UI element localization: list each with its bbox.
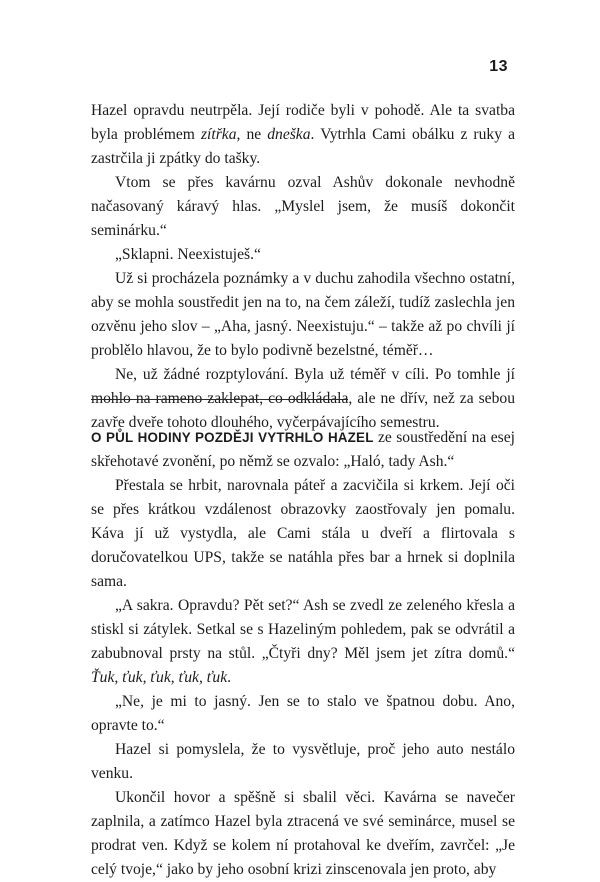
paragraph: Už si procházela poznámky a v duchu zahodila všechno ostatní, aby se mohla soustředit jen na to, na čem záleží, tudíž zaslechla jen ozvěnu jeho slov – „Aha, jasný. Neexistuju.“ – takže až po chvíli jí problělo hlavou, že to bylo podivně bezelstné, téměř… — [91, 270, 515, 359]
text-run: „A sakra. Opravdu? Pět set?“ Ash se zvedl ze zeleného křesla a stiskl si zátylek. Setkal se s Hazeliným pohledem, pak se odvrátil a zabubnoval prsty na stůl. „Čtyři dny? Měl jsem jet zítra domů.“ — [91, 597, 515, 662]
page-number: 13 — [489, 58, 508, 75]
paragraph: Přestala se hrbit, narovnala páteř a zacvičila si krkem. Její oči se přes krátkou vzdálenost obrazovky zaostřovaly jen pomalu. Káva jí už vystydla, ale Cami stála u dveří a flirtovala s doručovatelkou UPS, takže se natáhla přes bar a hrnek si doplnila sama. — [91, 477, 515, 590]
italic-text: Ťuk, ťuk, ťuk, ťuk, ťuk — [91, 669, 228, 686]
paragraph — [91, 594, 515, 690]
paragraph: Ukončil hovor a spěšně si sbalil věci. Kavárna se navečer zaplnila, a zatímco Hazel byla ztracená ve své seminárce, musel se prodrat ven. Když se kolem ní protahoval ke dveřím, zavrčel: „Je celý tvoje,“ jako by jeho osobní krizi zinscenovala jen proto, aby — [91, 789, 515, 878]
paragraph: „Sklapni. Neexistuješ.“ — [115, 246, 261, 263]
paragraph: Vtom se přes kavárnu ozval Ashův dokonale nevhodně načasovaný káravý hlas. „Myslel jsem, že musíš dokončit seminárku.“ — [91, 174, 515, 239]
text-run: , ne — [236, 126, 268, 143]
section-one — [91, 99, 515, 435]
text-run: Hazel opravdu neutrpěla. Její rodiče byli v pohodě. Ale ta svatba byla problémem — [91, 102, 515, 143]
paragraph: Ne, už žádné rozptylování. Byla už téměř v cíli. Po tomhle jí mohlo na rameno zaklepat, co odkládala, ale ne dřív, než za sebou zavře dveře tohoto dlouhého, vyčerpávajícího semestru. — [91, 366, 515, 431]
paragraph — [91, 99, 515, 171]
text-run: . Vytrhla Cami obálku z ruky a zastrčila ji zpátky do tašky. — [91, 126, 515, 167]
section-two — [91, 426, 515, 882]
paragraph: „Ne, je mi to jasný. Jen se to stalo ve špatnou dobu. Ano, opravte to.“ — [91, 693, 515, 734]
paragraph — [91, 426, 515, 474]
paragraph: Hazel si pomyslela, že to vysvětluje, proč jeho auto nestálo venku. — [91, 741, 515, 782]
text-run: ze soustředění na esej skřehotavé zvonění, po němž se ozvalo: „Haló, tady Ash.“ — [91, 429, 515, 470]
italic-text: zítřka — [200, 126, 237, 143]
text-run: . — [227, 669, 232, 686]
section-lead-in: O PŮL HODINY POZDĚJI VYTRHLO HAZEL — [91, 430, 374, 445]
italic-text: dneška — [267, 126, 311, 143]
section-divider — [91, 399, 348, 400]
